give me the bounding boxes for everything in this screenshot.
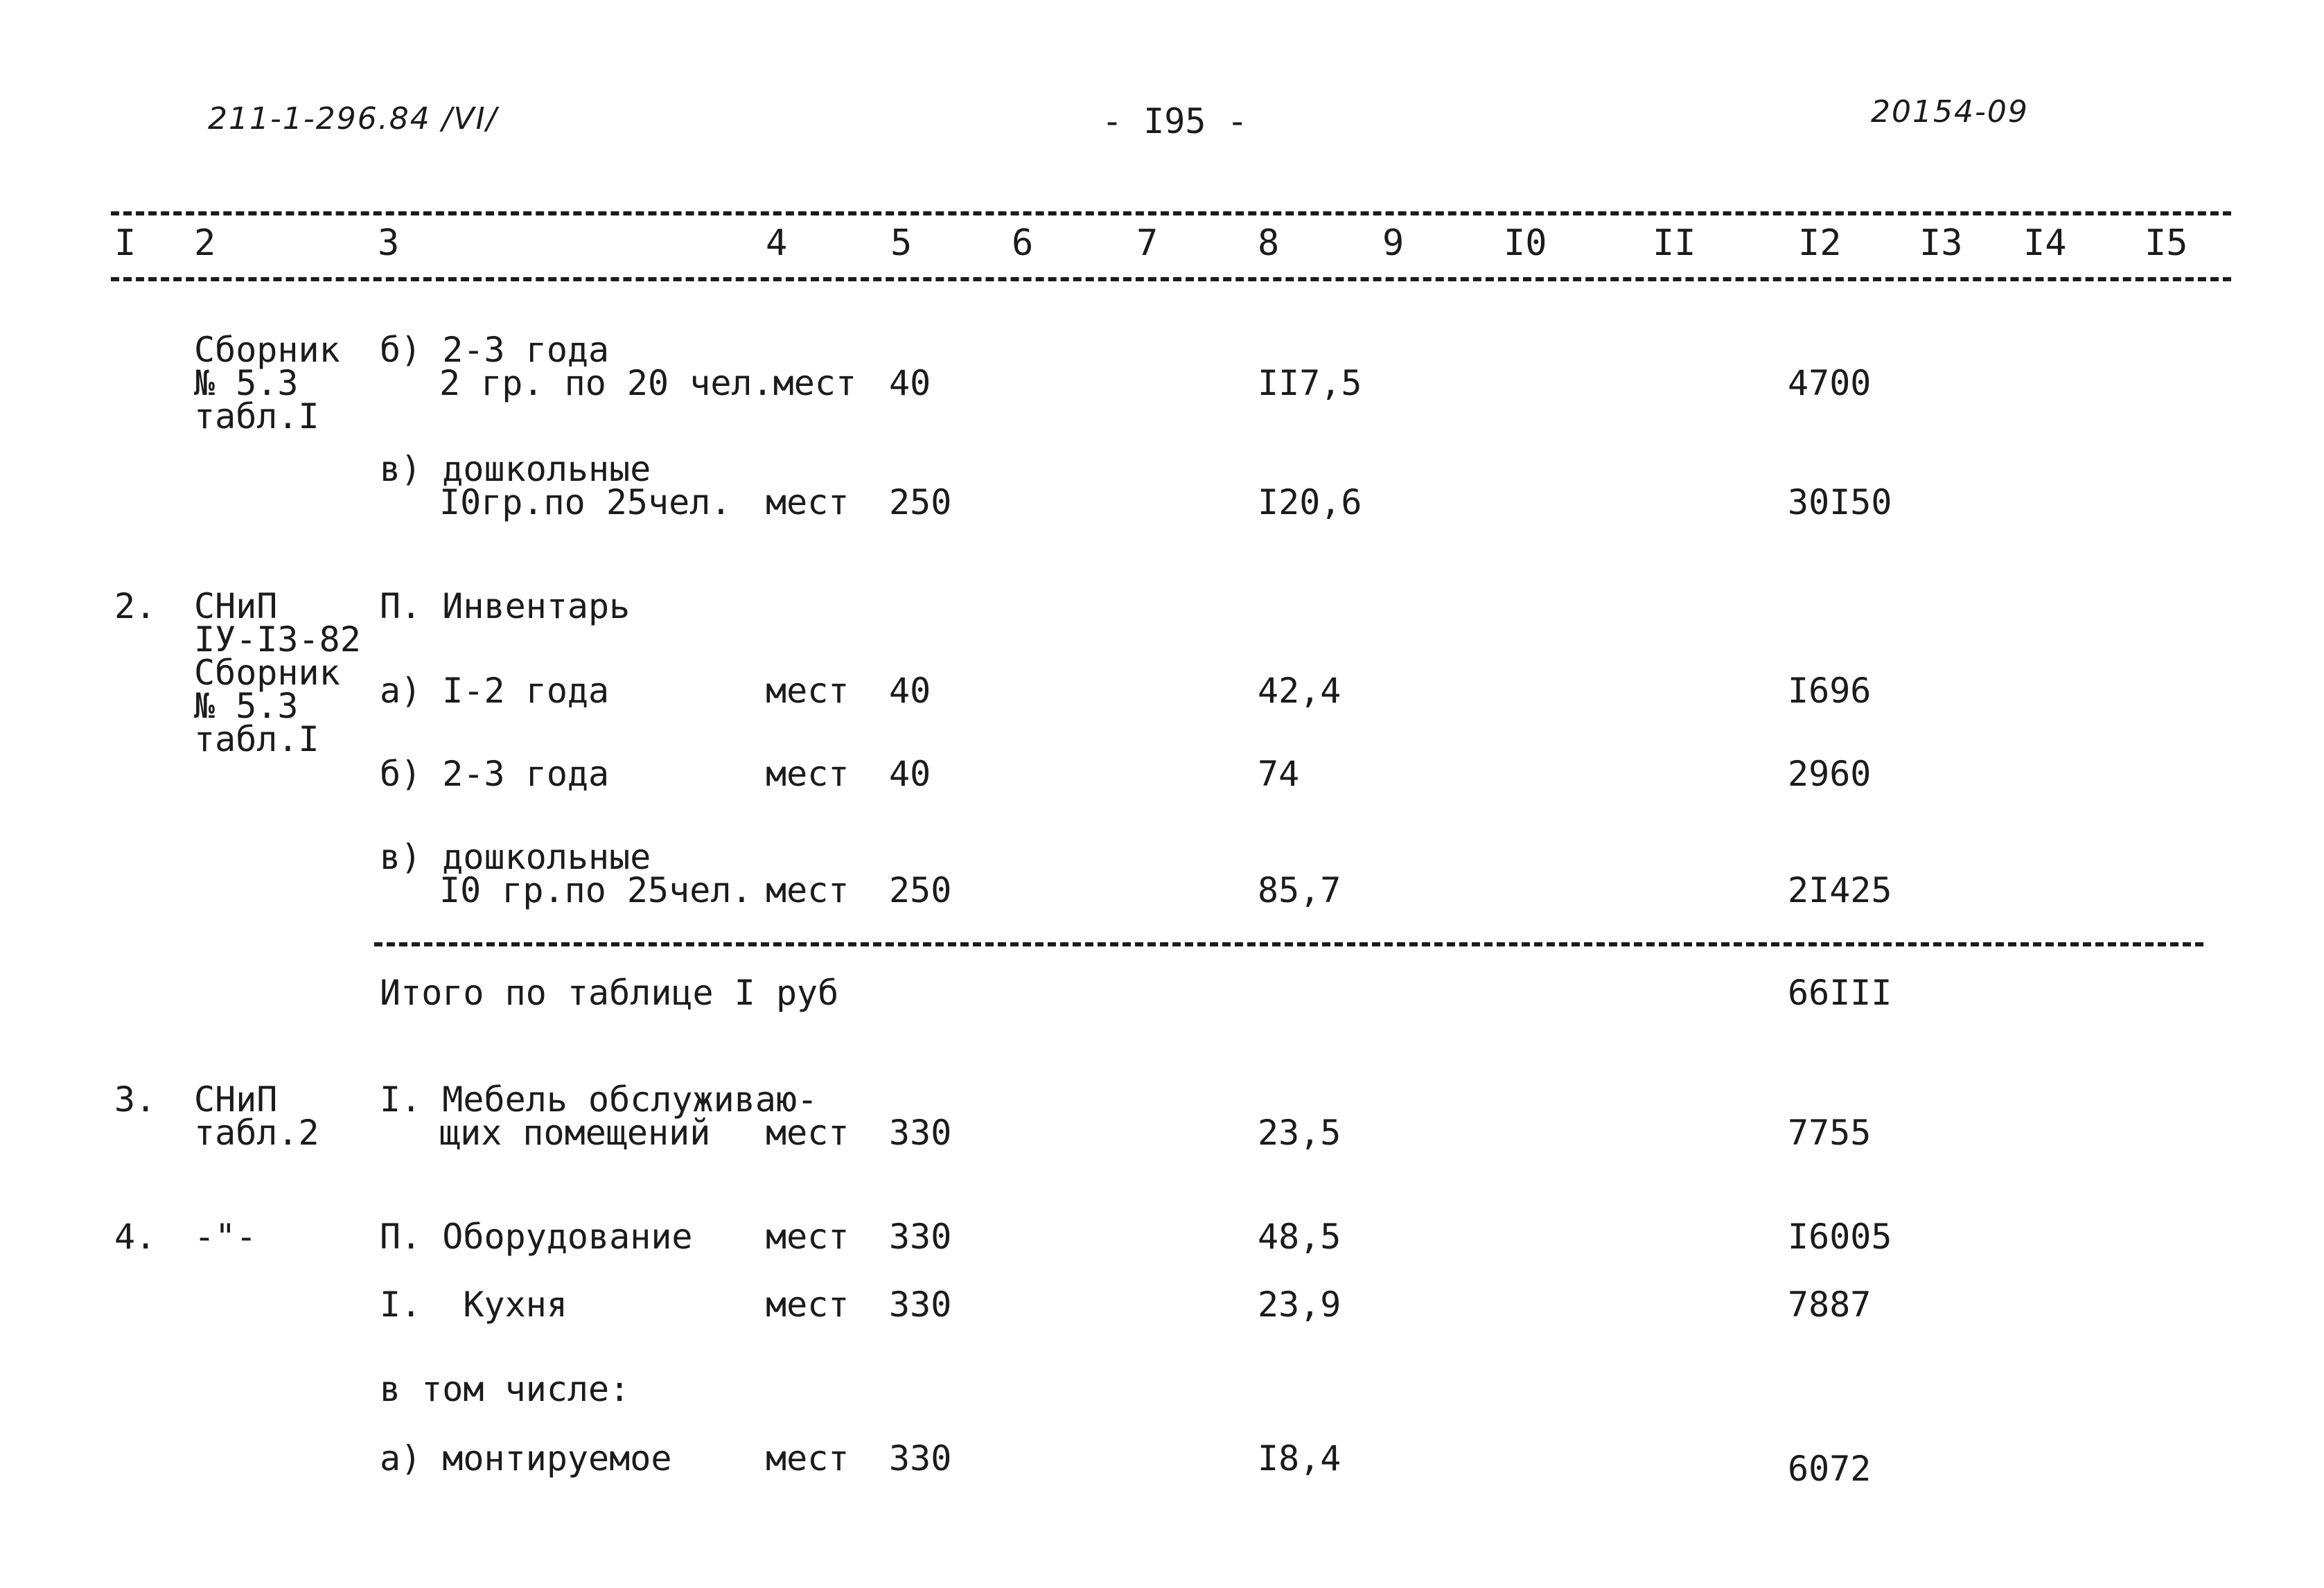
unit-price: 74 <box>1258 754 1300 794</box>
column-header: I3 <box>1919 222 1963 264</box>
quantity: 40 <box>889 671 931 711</box>
reference-line: IУ-I3-82 <box>194 619 361 660</box>
unit: мест <box>766 754 850 794</box>
reference-line: Сборник <box>194 330 340 370</box>
item-description: I. Кухня <box>380 1285 567 1325</box>
total-cost: 30I50 <box>1788 482 1892 522</box>
item-description: П. Оборудование <box>380 1217 693 1257</box>
unit: мест <box>766 1113 850 1153</box>
reference-line: табл.2 <box>194 1113 319 1153</box>
item-description: а) I-2 года <box>380 671 610 711</box>
quantity: 250 <box>889 870 952 910</box>
column-header: 9 <box>1382 222 1405 264</box>
unit-price: 23,5 <box>1258 1113 1341 1153</box>
reference-line: Сборник <box>194 653 340 693</box>
quantity: 40 <box>889 363 931 403</box>
reference-line: № 5.3 <box>194 363 299 403</box>
unit-price: 85,7 <box>1258 870 1341 910</box>
header-bottom-rule <box>111 277 2231 281</box>
unit-price: 42,4 <box>1258 671 1341 711</box>
item-description: б) 2-3 года <box>380 330 610 370</box>
column-header: 4 <box>766 222 788 264</box>
total-cost: 2I425 <box>1788 870 1892 910</box>
item-description: I. Мебель обслуживаю- <box>380 1079 818 1120</box>
page-number: - I95 - <box>1102 101 1248 141</box>
total-cost: I6005 <box>1788 1217 1892 1257</box>
item-description: в) дошкольные <box>380 837 651 877</box>
item-description: I0 гр.по 25чел. <box>439 870 752 910</box>
column-header: 5 <box>890 222 913 264</box>
item-number: 4. <box>114 1217 157 1257</box>
item-description: П. Инвентарь <box>380 586 631 626</box>
unit-price: I8,4 <box>1258 1438 1341 1479</box>
column-header: I5 <box>2145 222 2188 264</box>
column-header: 3 <box>378 222 400 264</box>
item-description: а) монтируемое <box>380 1438 672 1479</box>
reference-line: -"- <box>194 1217 257 1257</box>
subtotal-rule <box>374 942 2203 946</box>
reference-line: № 5.3 <box>194 686 299 726</box>
document-code: 211-1-296.84 /VI/ <box>208 101 498 136</box>
column-header: I4 <box>2023 222 2067 264</box>
total-cost: 7755 <box>1788 1113 1872 1153</box>
item-description: I0гр.по 25чел. <box>439 482 732 522</box>
quantity: 40 <box>889 754 931 794</box>
header-top-rule <box>111 211 2231 215</box>
quantity: 330 <box>889 1217 952 1257</box>
item-description: б) 2-3 года <box>380 754 610 794</box>
total-cost: 7887 <box>1788 1285 1872 1325</box>
total-cost: 6072 <box>1788 1449 1872 1489</box>
item-description: в) дошкольные <box>380 449 651 489</box>
unit: мест <box>766 671 850 711</box>
column-header: I2 <box>1798 222 1842 264</box>
subtotal-value: 66III <box>1788 973 1892 1013</box>
quantity: 330 <box>889 1285 952 1325</box>
reference-line: табл.I <box>194 719 319 759</box>
column-header: 2 <box>194 222 216 264</box>
column-header: I0 <box>1504 222 1547 264</box>
unit: мест <box>766 870 850 910</box>
unit: мест <box>766 1438 850 1479</box>
unit-price: II7,5 <box>1258 363 1362 403</box>
total-cost: 2960 <box>1788 754 1872 794</box>
item-description: щих помещений <box>439 1113 711 1153</box>
section-note: в том числе: <box>380 1369 631 1409</box>
unit-price: 48,5 <box>1258 1217 1341 1257</box>
subtotal-label: Итого по таблице I руб <box>380 973 839 1013</box>
column-header: II <box>1653 222 1696 264</box>
quantity: 250 <box>889 482 952 522</box>
column-header: 8 <box>1258 222 1280 264</box>
unit: мест <box>766 1285 850 1325</box>
column-header: 7 <box>1136 222 1159 264</box>
total-cost: I696 <box>1788 671 1872 711</box>
reference-line: СНиП <box>194 586 278 626</box>
item-description: 2 гр. по 20 чел.мест <box>439 363 857 403</box>
column-header: I <box>114 222 137 264</box>
unit: мест <box>766 482 850 522</box>
item-number: 3. <box>114 1079 157 1120</box>
item-number: 2. <box>114 586 157 626</box>
unit-price: I20,6 <box>1258 482 1362 522</box>
archive-number: 20154-09 <box>1871 94 2029 130</box>
quantity: 330 <box>889 1113 952 1153</box>
total-cost: 4700 <box>1788 363 1872 403</box>
quantity: 330 <box>889 1438 952 1479</box>
reference-line: табл.I <box>194 396 319 436</box>
unit-price: 23,9 <box>1258 1285 1341 1325</box>
reference-line: СНиП <box>194 1079 278 1120</box>
column-header: 6 <box>1012 222 1034 264</box>
unit: мест <box>766 1217 850 1257</box>
